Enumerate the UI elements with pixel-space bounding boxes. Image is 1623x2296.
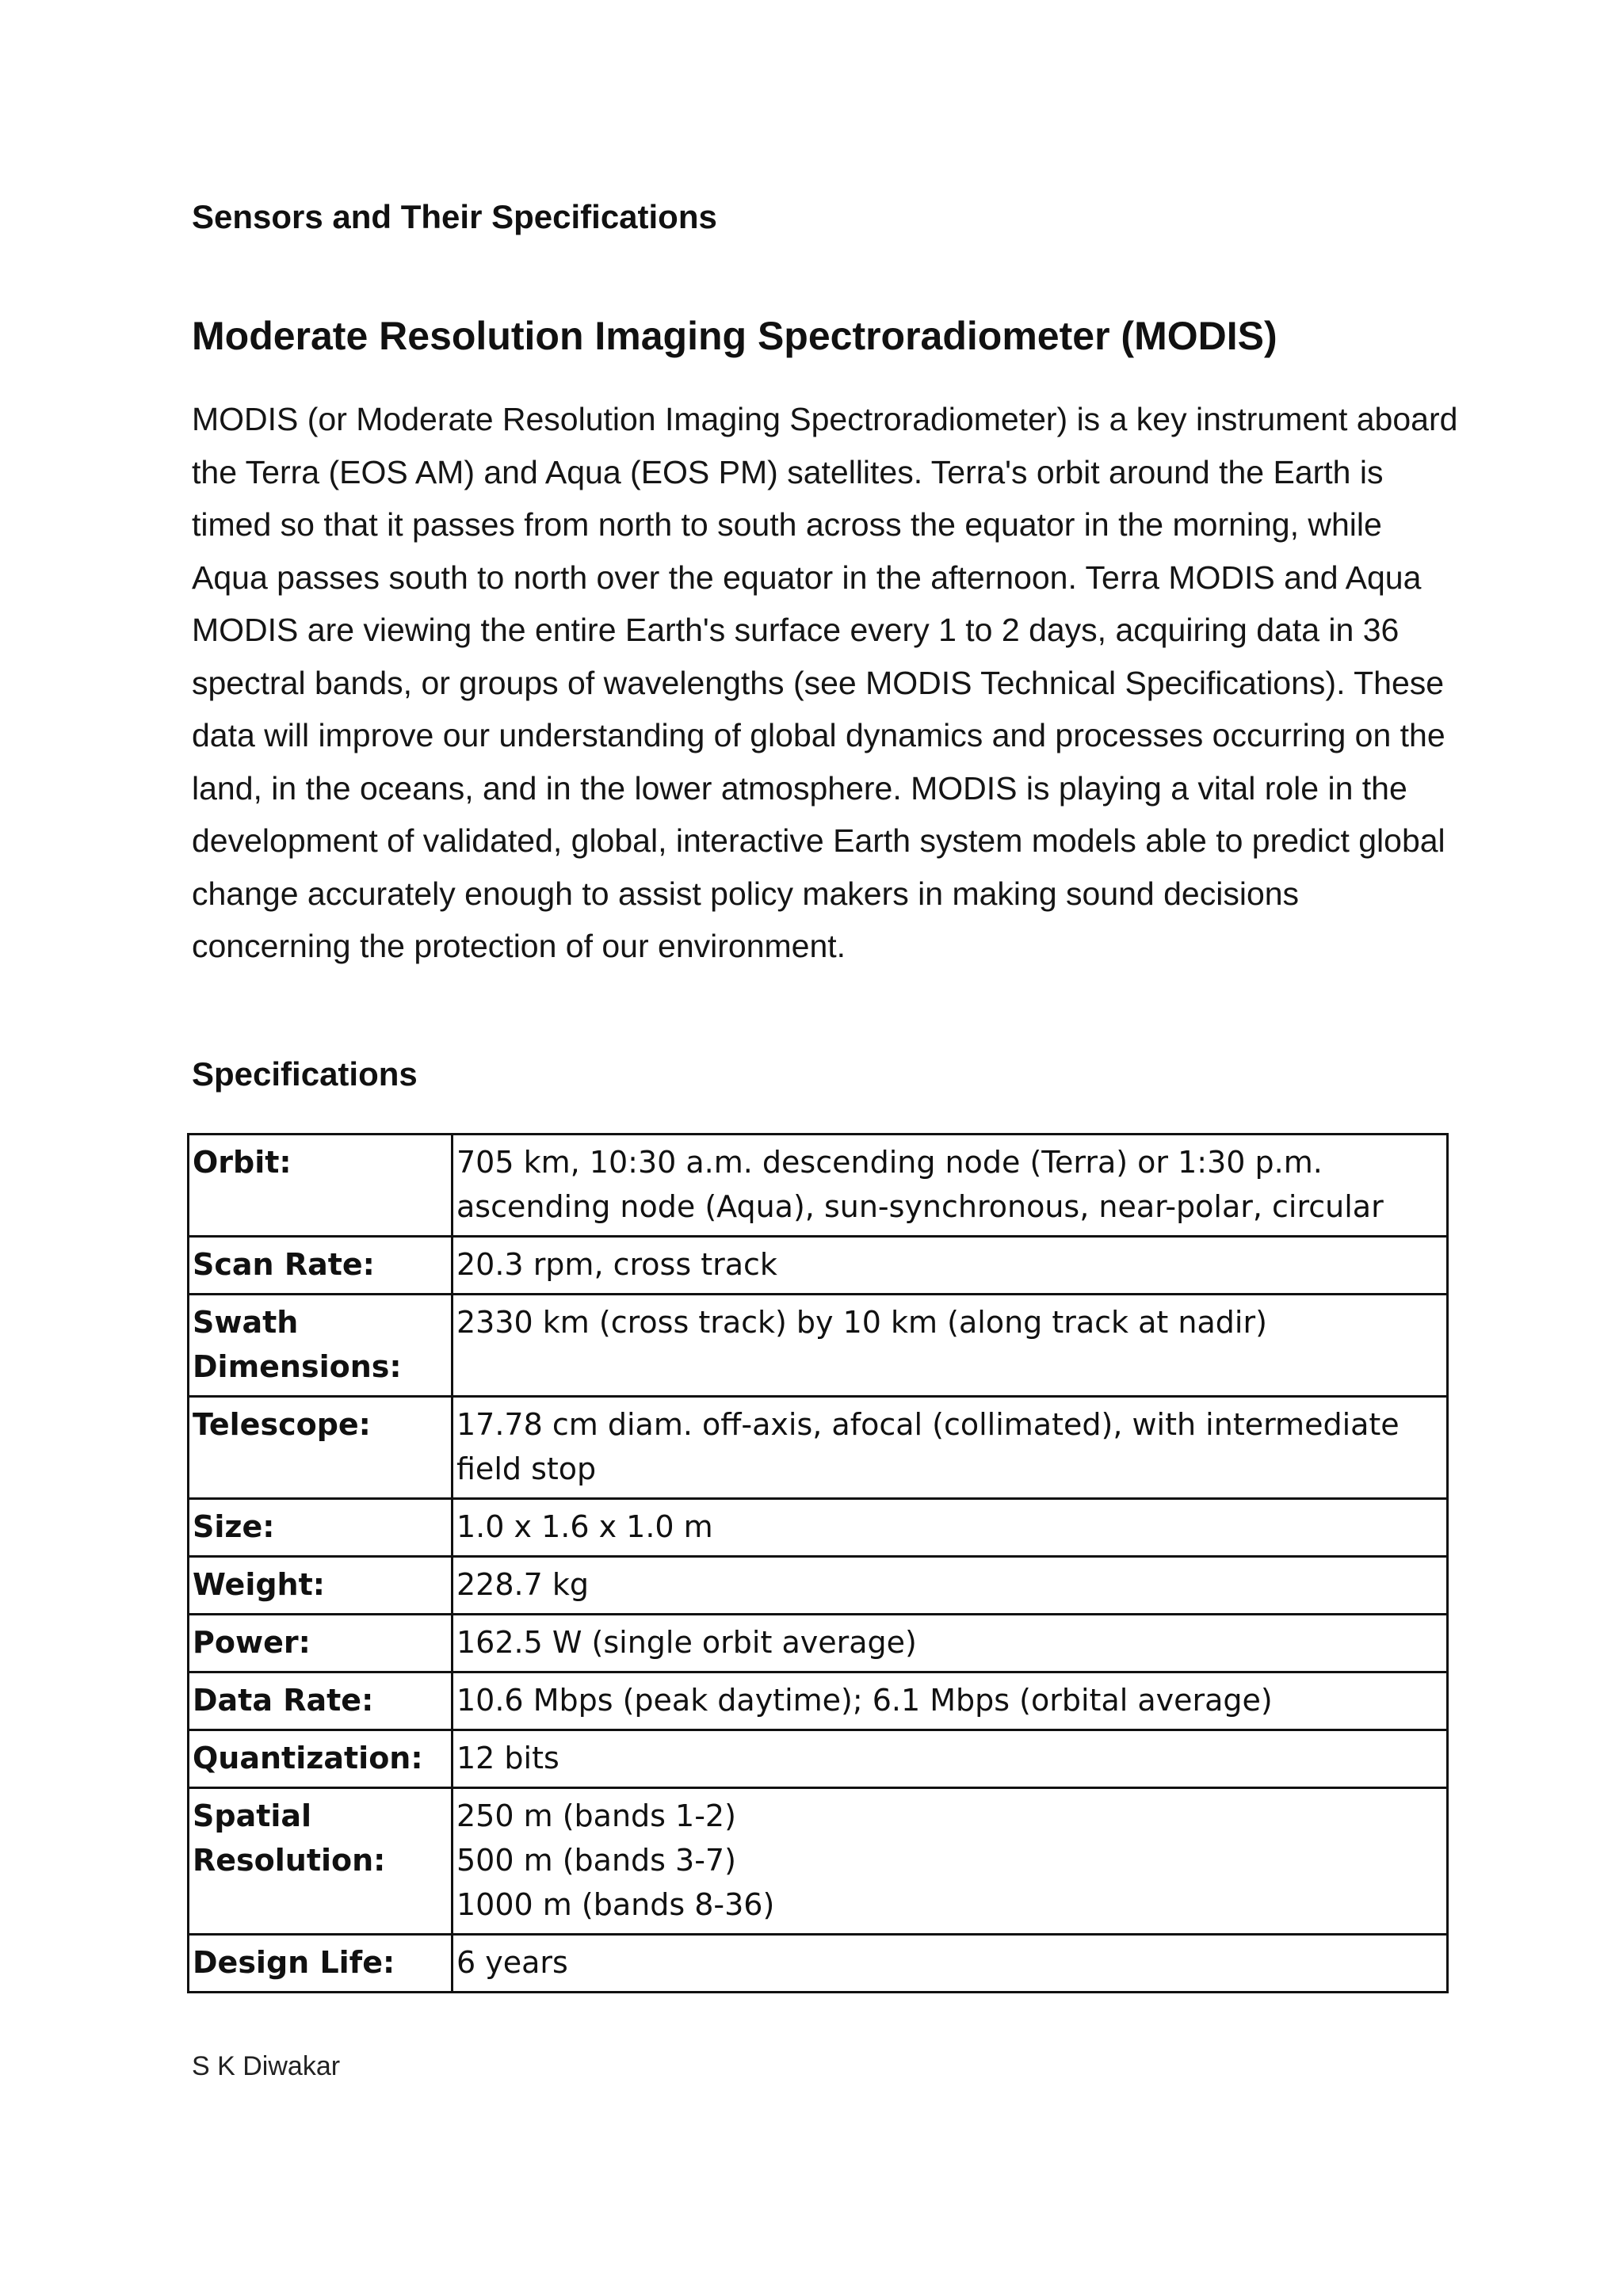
- spec-label: Orbit:: [189, 1135, 453, 1237]
- spec-value: 10.6 Mbps (peak daytime); 6.1 Mbps (orbital average): [453, 1672, 1448, 1730]
- table-row: [189, 1788, 1448, 1935]
- table-row: [189, 1295, 1448, 1397]
- spec-label: Spatial Resolution:: [189, 1788, 453, 1935]
- footer-author: S K Diwakar: [192, 2051, 341, 2081]
- spec-label: Power:: [189, 1615, 453, 1672]
- table-row: [189, 1672, 1448, 1730]
- spec-label: Design Life:: [189, 1935, 453, 1993]
- spec-label: Telescope:: [189, 1397, 453, 1499]
- spec-label: Scan Rate:: [189, 1237, 453, 1295]
- body-paragraph: MODIS (or Moderate Resolution Imaging Spectroradiometer) is a key instrument aboard the Terra (EOS AM) and Aqua (EOS PM) satellites. Terra's orbit around the Earth is timed so that it passes from north to south across the equator in the morning, while Aqua passes south to north over the equator in the afternoon. Terra MODIS and Aqua MODIS are viewing the entire Earth's surface every 1 to 2 days, acquiring data in 36 spectral bands, or groups of wavelengths (see MODIS Technical Specifications). These data will improve our understanding of global dynamics and processes occurring on the land, in the oceans, and in the lower atmosphere. MODIS is playing a vital role in the development of validated, global, interactive Earth system models able to predict global change accurately enough to assist policy makers in making sound decisions concerning the protection of our environment.: [192, 401, 1458, 964]
- spec-value: 12 bits: [453, 1730, 1448, 1788]
- specifications-heading: Specifications: [192, 1055, 418, 1093]
- table-row: [189, 1615, 1448, 1672]
- spec-value: 20.3 rpm, cross track: [453, 1237, 1448, 1295]
- spec-value: 250 m (bands 1-2) 500 m (bands 3-7) 1000 m (bands 8-36): [453, 1788, 1448, 1935]
- spec-label: Quantization:: [189, 1730, 453, 1788]
- spec-value: 228.7 kg: [453, 1557, 1448, 1615]
- table-row: [189, 1499, 1448, 1557]
- spec-label: Swath Dimensions:: [189, 1295, 453, 1397]
- spec-value: 705 km, 10:30 a.m. descending node (Terra) or 1:30 p.m. ascending node (Aqua), sun-synchronous, near-polar, circular: [453, 1135, 1448, 1237]
- specifications-table: [187, 1133, 1449, 1993]
- table-row: [189, 1397, 1448, 1499]
- table-row: [189, 1730, 1448, 1788]
- spec-value: 6 years: [453, 1935, 1448, 1993]
- spec-value: 1.0 x 1.6 x 1.0 m: [453, 1499, 1448, 1557]
- table-row: [189, 1935, 1448, 1993]
- spec-label: Size:: [189, 1499, 453, 1557]
- table-row: [189, 1135, 1448, 1237]
- spec-value: 162.5 W (single orbit average): [453, 1615, 1448, 1672]
- section-title: Sensors and Their Specifications: [192, 198, 717, 235]
- table-row: [189, 1237, 1448, 1295]
- main-title: Moderate Resolution Imaging Spectroradiometer (MODIS): [192, 314, 1277, 358]
- table-row: [189, 1557, 1448, 1615]
- spec-label: Weight:: [189, 1557, 453, 1615]
- spec-label: Data Rate:: [189, 1672, 453, 1730]
- spec-value: 17.78 cm diam. off-axis, afocal (collimated), with intermediate field stop: [453, 1397, 1448, 1499]
- spec-value: 2330 km (cross track) by 10 km (along track at nadir): [453, 1295, 1448, 1397]
